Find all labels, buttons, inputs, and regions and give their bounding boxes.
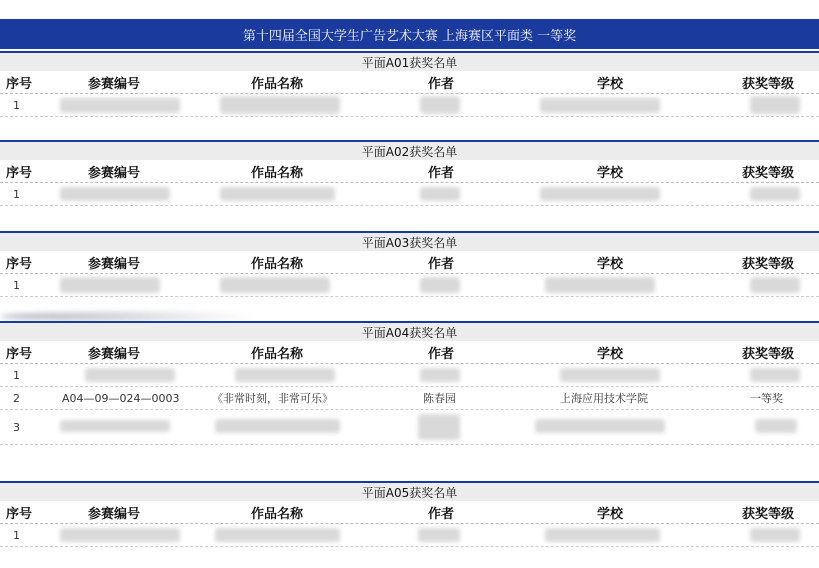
header-id: 参赛编号: [88, 256, 141, 272]
section-title: 平面A02获奖名单: [0, 140, 819, 160]
section-title: 平面A03获奖名单: [0, 231, 819, 251]
row-award: 一等奖: [750, 392, 783, 405]
row-author: 陈春园: [423, 392, 456, 405]
header-id: 参赛编号: [88, 165, 141, 181]
shadow-artifact: [0, 312, 260, 321]
header-name: 作品名称: [251, 165, 304, 181]
header-school: 学校: [597, 256, 624, 272]
redacted-block: [60, 98, 180, 113]
redacted-block: [535, 419, 665, 433]
redacted-block: [750, 277, 800, 293]
redacted-block: [545, 528, 660, 542]
row-no: 1: [13, 278, 20, 292]
award-section-a02: [0, 140, 819, 206]
redacted-block: [540, 98, 660, 113]
redacted-block: [420, 277, 460, 293]
table-row: [0, 387, 819, 410]
redacted-block: [750, 187, 800, 201]
redacted-block: [235, 368, 335, 382]
redacted-block: [540, 187, 660, 201]
redacted-block: [60, 187, 170, 201]
row-no: 1: [13, 368, 20, 382]
page-banner: [0, 19, 819, 49]
redacted-block: [418, 414, 460, 440]
table-row: [0, 410, 819, 445]
header-award: 获奖等级: [742, 165, 795, 181]
redacted-block: [750, 528, 800, 542]
header-id: 参赛编号: [88, 506, 141, 522]
redacted-block: [220, 187, 335, 201]
header-no: 序号: [6, 346, 33, 362]
header-author: 作者: [428, 506, 455, 522]
award-section-a04: [0, 321, 819, 445]
section-title: 平面A05获奖名单: [0, 481, 819, 501]
redacted-block: [215, 528, 340, 542]
header-no: 序号: [6, 506, 33, 522]
header-name: 作品名称: [251, 346, 304, 362]
header-author: 作者: [428, 346, 455, 362]
row-id: A04—09—024—0003: [62, 391, 180, 405]
award-section-a05: [0, 481, 819, 547]
award-section-a01: [0, 51, 819, 117]
redacted-block: [750, 368, 800, 382]
header-no: 序号: [6, 256, 33, 272]
header-school: 学校: [597, 165, 624, 181]
header-name: 作品名称: [251, 256, 304, 272]
header-award: 获奖等级: [742, 76, 795, 92]
table-header: [0, 160, 819, 183]
redacted-block: [85, 368, 175, 382]
redacted-block: [750, 96, 800, 114]
header-school: 学校: [597, 76, 624, 92]
header-no: 序号: [6, 76, 33, 92]
row-school: 上海应用技术学院: [560, 392, 648, 405]
banner-title: 第十四届全国大学生广告艺术大赛 上海赛区平面类 一等奖: [242, 28, 577, 44]
redacted-block: [420, 187, 460, 201]
row-no: 1: [13, 187, 20, 201]
table-row: [0, 524, 819, 547]
redacted-block: [420, 96, 460, 114]
redacted-block: [60, 420, 170, 432]
section-title: 平面A01获奖名单: [0, 51, 819, 71]
redacted-block: [545, 277, 655, 293]
redacted-block: [220, 277, 330, 293]
header-name: 作品名称: [251, 506, 304, 522]
header-author: 作者: [428, 256, 455, 272]
redacted-block: [418, 528, 460, 542]
redacted-block: [60, 277, 160, 293]
redacted-block: [60, 528, 180, 542]
award-section-a03: [0, 231, 819, 297]
section-title: 平面A04获奖名单: [0, 321, 819, 341]
row-name: 《非常时刻，非常可乐》: [212, 392, 333, 405]
redacted-block: [220, 96, 340, 114]
row-no: 1: [13, 98, 20, 112]
header-author: 作者: [428, 76, 455, 92]
redacted-block: [215, 419, 340, 433]
header-id: 参赛编号: [88, 76, 141, 92]
header-author: 作者: [428, 165, 455, 181]
header-name: 作品名称: [251, 76, 304, 92]
table-header: [0, 71, 819, 94]
redacted-block: [755, 419, 797, 433]
redacted-block: [560, 368, 660, 382]
header-no: 序号: [6, 165, 33, 181]
header-award: 获奖等级: [742, 256, 795, 272]
table-header: [0, 341, 819, 364]
table-row: [0, 364, 819, 387]
row-no: 3: [13, 420, 20, 434]
row-no: 2: [13, 391, 20, 405]
header-school: 学校: [597, 346, 624, 362]
row-no: 1: [13, 528, 20, 542]
table-header: [0, 501, 819, 524]
header-award: 获奖等级: [742, 506, 795, 522]
table-header: [0, 251, 819, 274]
table-row: [0, 94, 819, 117]
table-row: [0, 274, 819, 297]
header-school: 学校: [597, 506, 624, 522]
header-award: 获奖等级: [742, 346, 795, 362]
table-row: [0, 183, 819, 206]
header-id: 参赛编号: [88, 346, 141, 362]
redacted-block: [420, 368, 460, 382]
